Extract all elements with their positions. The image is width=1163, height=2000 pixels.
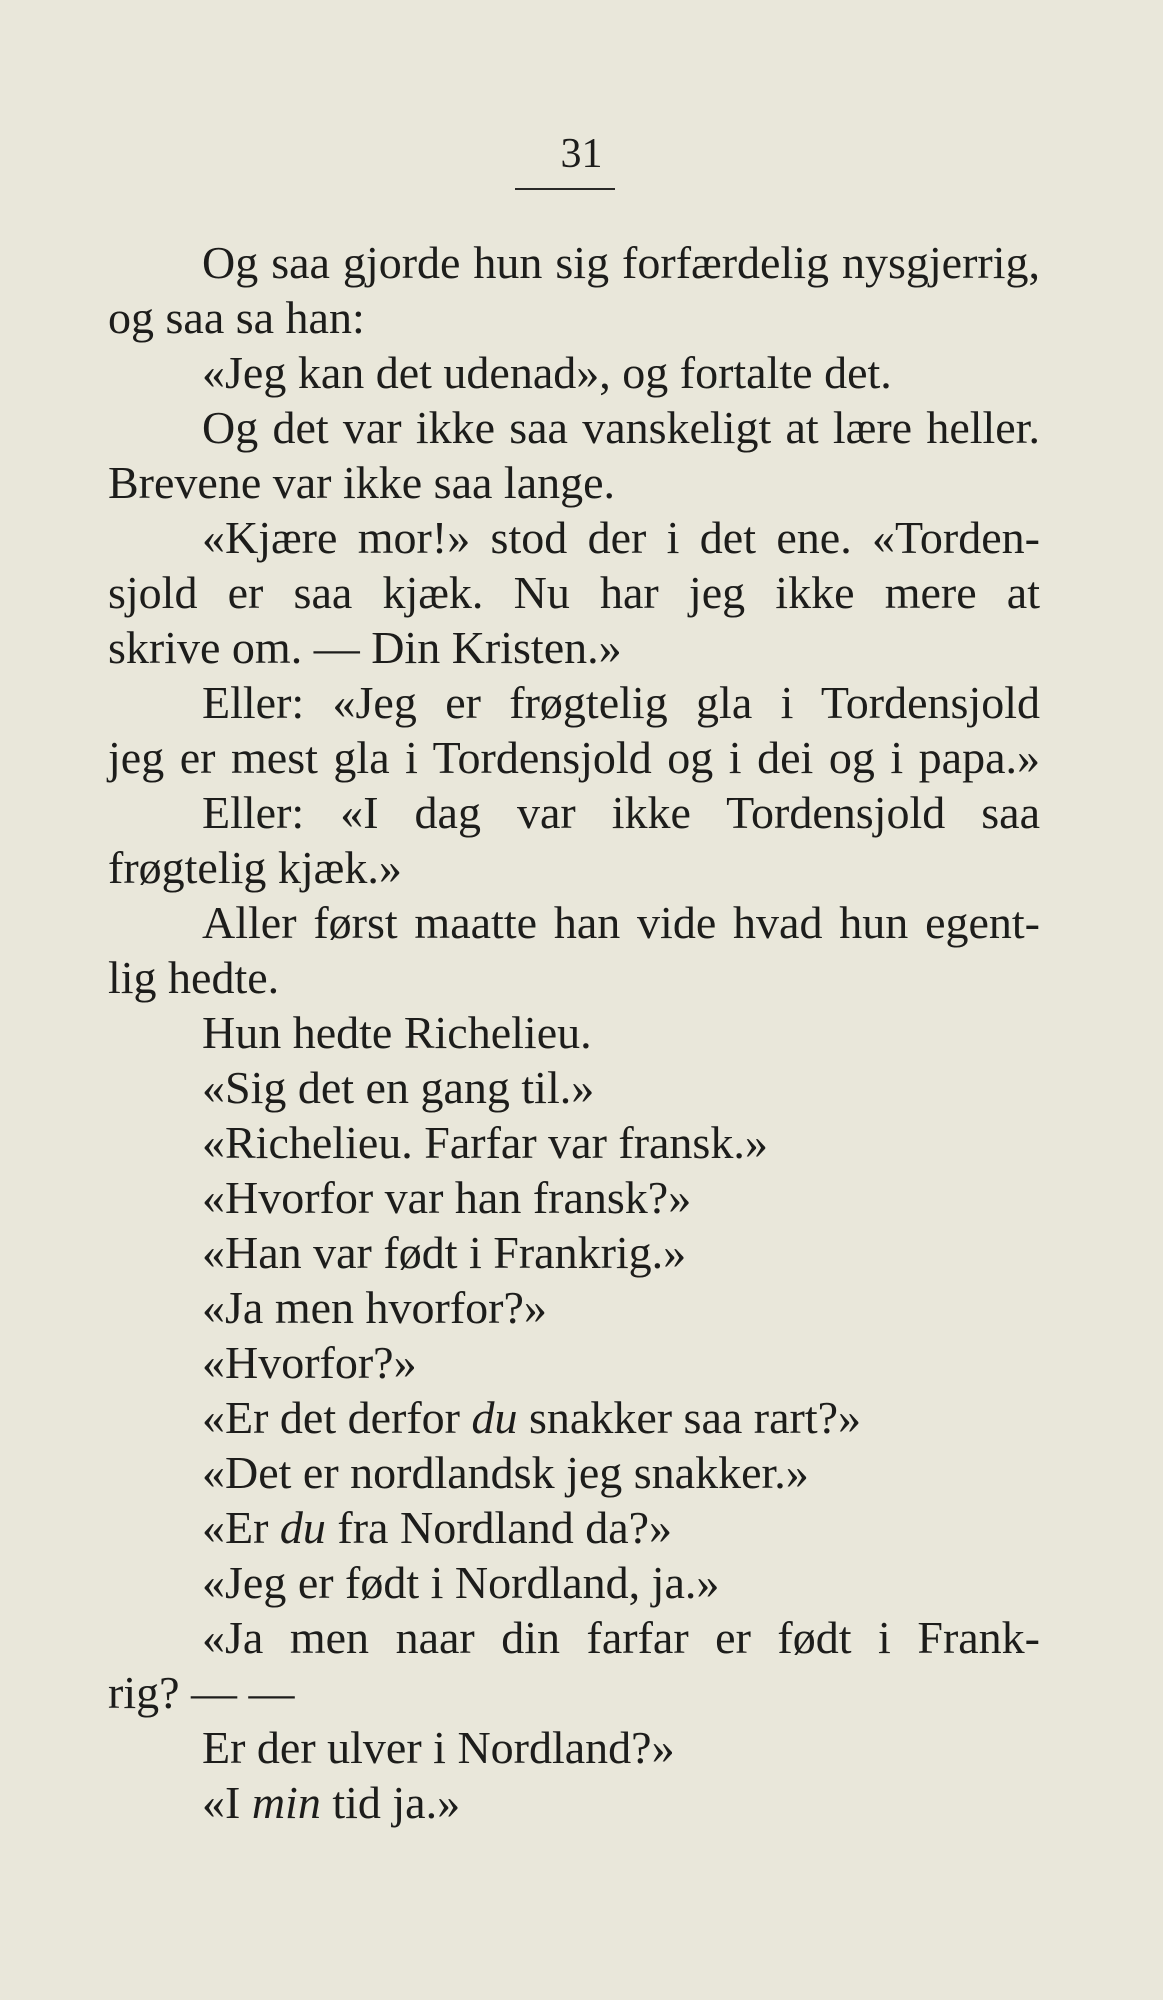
text-line: «Jeg er født i Nordland, ja.» <box>202 1557 720 1608</box>
text-line: «Han var født i Frankrig.» <box>202 1227 687 1278</box>
italic-word: du <box>471 1392 518 1443</box>
text-line: Er der ulver i Nordland?» <box>202 1722 675 1773</box>
text-line: Aller først maatte han vide hvad hun egent- <box>202 897 1040 948</box>
text-line <box>202 1390 1040 1446</box>
text-line: Eller: «I dag var ikke Tordensjold saa <box>202 787 1040 838</box>
text-line <box>202 1500 1040 1556</box>
text-line: Hun hedte Richelieu. <box>202 1007 592 1058</box>
text-line: lig hedte. <box>108 952 280 1003</box>
page-number: 31 <box>560 131 603 177</box>
text-line: Brevene var ikke saa lange. <box>108 457 616 508</box>
text-line: rig? — — <box>108 1667 295 1718</box>
text-segment: «I <box>202 1777 252 1828</box>
text-line: Og det var ikke saa vanskeligt at lære heller. <box>202 402 1040 453</box>
text-line: jeg er mest gla i Tordensjold og i dei og i papa.» <box>108 732 1040 783</box>
italic-word: du <box>279 1502 326 1553</box>
text-line: «Sig det en gang til.» <box>202 1062 595 1113</box>
text-line: og saa sa han: <box>108 292 365 343</box>
text-line <box>202 1775 1040 1831</box>
text-line: «Ja men naar din farfar er født i Frank- <box>202 1612 1040 1663</box>
text-line: «Kjære mor!» stod der i det ene. «Torden- <box>202 512 1040 563</box>
text-line: «Richelieu. Farfar var fransk.» <box>202 1117 768 1168</box>
text-segment: «Er <box>202 1502 280 1553</box>
text-segment: snakker saa rart?» <box>517 1392 862 1443</box>
text-line: frøgtelig kjæk.» <box>108 842 402 893</box>
text-line: sjold er saa kjæk. Nu har jeg ikke mere at <box>108 567 1040 618</box>
page-number-rule <box>515 188 615 190</box>
text-segment: tid ja.» <box>320 1777 461 1828</box>
text-segment: «Er det derfor <box>202 1392 472 1443</box>
text-line: skrive om. — Din Kristen.» <box>108 622 622 673</box>
text-line: «Det er nordlandsk jeg snakker.» <box>202 1447 809 1498</box>
text-line: «Hvorfor?» <box>202 1337 417 1388</box>
text-line: Eller: «Jeg er frøgtelig gla i Tordensjold <box>202 677 1040 728</box>
text-segment: fra Nordland da?» <box>325 1502 673 1553</box>
text-line: «Jeg kan det udenad», og fortalte det. <box>202 347 892 398</box>
text-line: «Ja men hvorfor?» <box>202 1282 547 1333</box>
text-line: «Hvorfor var han fransk?» <box>202 1172 692 1223</box>
text-line: Og saa gjorde hun sig forfærdelig nysgjerrig, <box>202 237 1040 288</box>
italic-word: min <box>251 1777 321 1828</box>
